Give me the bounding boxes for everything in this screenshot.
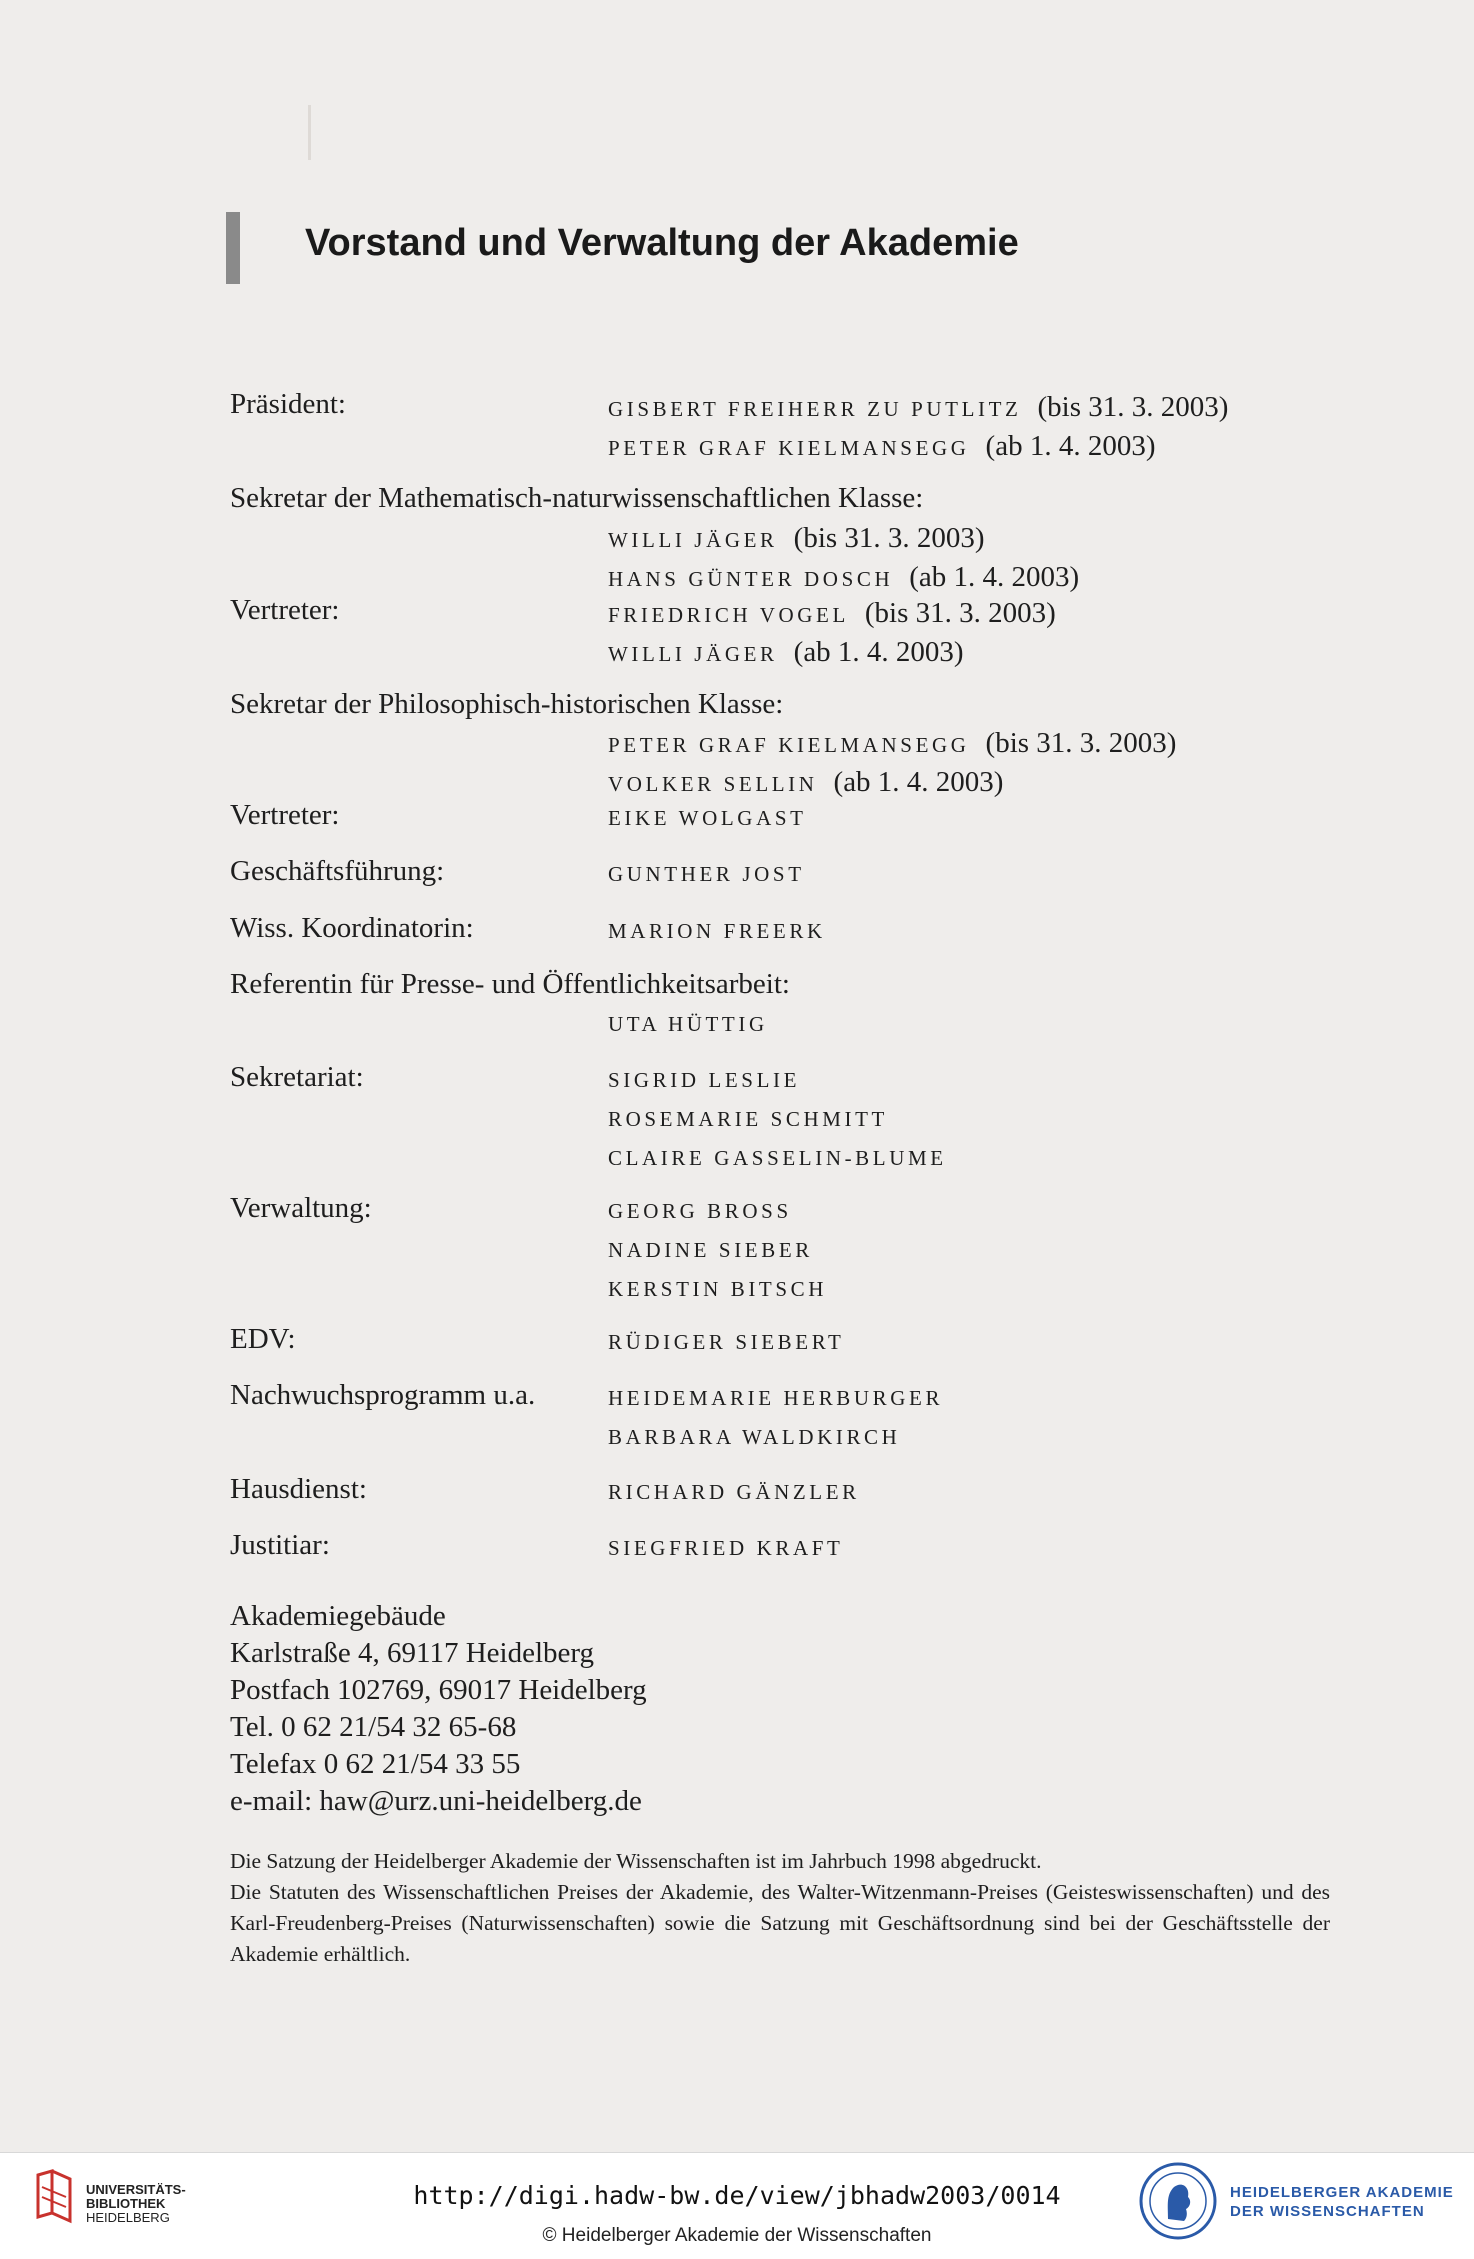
names-referentin: [608, 1005, 768, 1044]
names-sekretar-math: [608, 519, 1079, 597]
term-note: (ab 1. 4. 2003): [909, 561, 1080, 593]
ub-line: UNIVERSITÄTS-: [86, 2182, 186, 2197]
label-edv: EDV:: [230, 1323, 296, 1355]
label-koordinatorin: Wiss. Koordinatorin:: [230, 912, 474, 944]
permalink-url[interactable]: http://digi.hadw-bw.de/view/jbhadw2003/0014: [413, 2181, 1061, 2210]
names-vertreter-phil: [608, 799, 807, 838]
names-geschaeftsfuehrung: [608, 855, 805, 894]
footer-banner: [0, 2152, 1474, 2259]
label-vertreter-phil: Vertreter:: [230, 799, 340, 831]
term-note: (bis 31. 3. 2003): [985, 727, 1177, 759]
names-edv: [608, 1323, 845, 1362]
term-note: (bis 31. 3. 2003): [793, 522, 985, 554]
names-nachwuchsprogramm: [608, 1379, 943, 1457]
ub-line: BIBLIOTHEK: [86, 2196, 166, 2211]
label-nachwuchsprogramm: Nachwuchsprogramm u.a.: [230, 1379, 536, 1411]
title-marker-bar: [226, 212, 240, 284]
person-name: HANS GÜNTER DOSCH: [608, 567, 894, 591]
hadw-line: DER WISSENSCHAFTEN: [1230, 2203, 1425, 2220]
address-line: Karlstraße 4, 69117 Heidelberg: [230, 1637, 595, 1669]
person-name: NADINE SIEBER: [608, 1238, 813, 1262]
address-line: Akademiegebäude: [230, 1600, 446, 1632]
names-praesident: [608, 388, 1228, 466]
term-note: (bis 31. 3. 2003): [1037, 391, 1229, 423]
term-note: (bis 31. 3. 2003): [864, 597, 1056, 629]
names-koordinatorin: [608, 912, 826, 951]
footnote-paragraph: Die Statuten des Wissenschaftlichen Preises der Akademie, des Walter-Witzenmann-Preises (Geisteswissenschaften) und des Karl-Freudenberg-Preises (Naturwissenschaften) sowie die Satzung mit Geschäftsordnung sind bei der Geschäftsstelle der Akademie erhältlich.: [230, 1880, 1330, 1966]
person-name: UTA HÜTTIG: [608, 1012, 768, 1036]
address-line: Postfach 102769, 69017 Heidelberg: [230, 1674, 647, 1706]
label-sekretar-math: Sekretar der Mathematisch-naturwissenschaftlichen Klasse:: [230, 482, 924, 514]
person-name: EIKE WOLGAST: [608, 806, 807, 830]
person-name: WILLI JÄGER: [608, 528, 778, 552]
person-name: RÜDIGER SIEBERT: [608, 1330, 845, 1354]
label-praesident: Präsident:: [230, 388, 346, 420]
person-name: VOLKER SELLIN: [608, 772, 818, 796]
label-geschaeftsfuehrung: Geschäftsführung:: [230, 855, 445, 887]
term-note: (ab 1. 4. 2003): [833, 766, 1004, 798]
label-vertreter-math: Vertreter:: [230, 594, 340, 626]
person-name: GEORG BROSS: [608, 1199, 792, 1223]
person-name: MARION FREERK: [608, 919, 826, 943]
names-sekretar-phil: [608, 724, 1176, 802]
names-vertreter-math: [608, 594, 1056, 672]
address-line: Tel. 0 62 21/54 32 65-68: [230, 1711, 517, 1743]
hadw-wordmark[interactable]: [1230, 2183, 1454, 2221]
person-name: BARBARA WALDKIRCH: [608, 1425, 901, 1449]
hadw-line: HEIDELBERGER AKADEMIE: [1230, 2184, 1454, 2201]
label-justitiar: Justitiar:: [230, 1529, 330, 1561]
person-name: FRIEDRICH VOGEL: [608, 603, 849, 627]
copyright-text: © Heidelberger Akademie der Wissenschaften: [542, 2225, 932, 2246]
term-note: (ab 1. 4. 2003): [793, 636, 964, 668]
person-name: ROSEMARIE SCHMITT: [608, 1107, 888, 1131]
label-hausdienst: Hausdienst:: [230, 1473, 367, 1505]
names-sekretariat: [608, 1061, 947, 1178]
person-name: SIGRID LESLIE: [608, 1068, 801, 1092]
address-block: [230, 1598, 647, 1820]
label-verwaltung: Verwaltung:: [230, 1192, 372, 1224]
person-name: PETER GRAF KIELMANSEGG: [608, 436, 970, 460]
person-name: SIEGFRIED KRAFT: [608, 1536, 844, 1560]
person-name: WILLI JÄGER: [608, 642, 778, 666]
ub-line: HEIDELBERG: [86, 2210, 170, 2225]
address-line: Telefax 0 62 21/54 33 55: [230, 1748, 521, 1780]
person-name: HEIDEMARIE HERBURGER: [608, 1386, 944, 1410]
person-name: PETER GRAF KIELMANSEGG: [608, 733, 970, 757]
address-email: e-mail: haw@urz.uni-heidelberg.de: [230, 1785, 642, 1817]
page-title: Vorstand und Verwaltung der Akademie: [305, 222, 1019, 264]
bleed-through-bar: [308, 105, 311, 160]
label-referentin: Referentin für Presse- und Öffentlichkeitsarbeit:: [230, 968, 790, 1000]
label-sekretar-phil: Sekretar der Philosophisch-historischen Klasse:: [230, 688, 784, 720]
person-name: GUNTHER JOST: [608, 862, 805, 886]
hadw-seal-icon[interactable]: [1138, 2161, 1218, 2241]
term-note: (ab 1. 4. 2003): [985, 430, 1156, 462]
person-name: RICHARD GÄNZLER: [608, 1480, 860, 1504]
footnote-paragraph: Die Satzung der Heidelberger Akademie der Wissenschaften ist im Jahrbuch 1998 abgedruckt.: [230, 1849, 1042, 1873]
label-sekretariat: Sekretariat:: [230, 1061, 364, 1093]
footnote: [230, 1846, 1330, 1970]
names-hausdienst: [608, 1473, 860, 1512]
person-name: GISBERT FREIHERR ZU PUTLITZ: [608, 397, 1022, 421]
names-verwaltung: [608, 1192, 827, 1309]
person-name: KERSTIN BITSCH: [608, 1277, 827, 1301]
names-justitiar: [608, 1529, 843, 1568]
person-name: CLAIRE GASSELIN-BLUME: [608, 1146, 947, 1170]
